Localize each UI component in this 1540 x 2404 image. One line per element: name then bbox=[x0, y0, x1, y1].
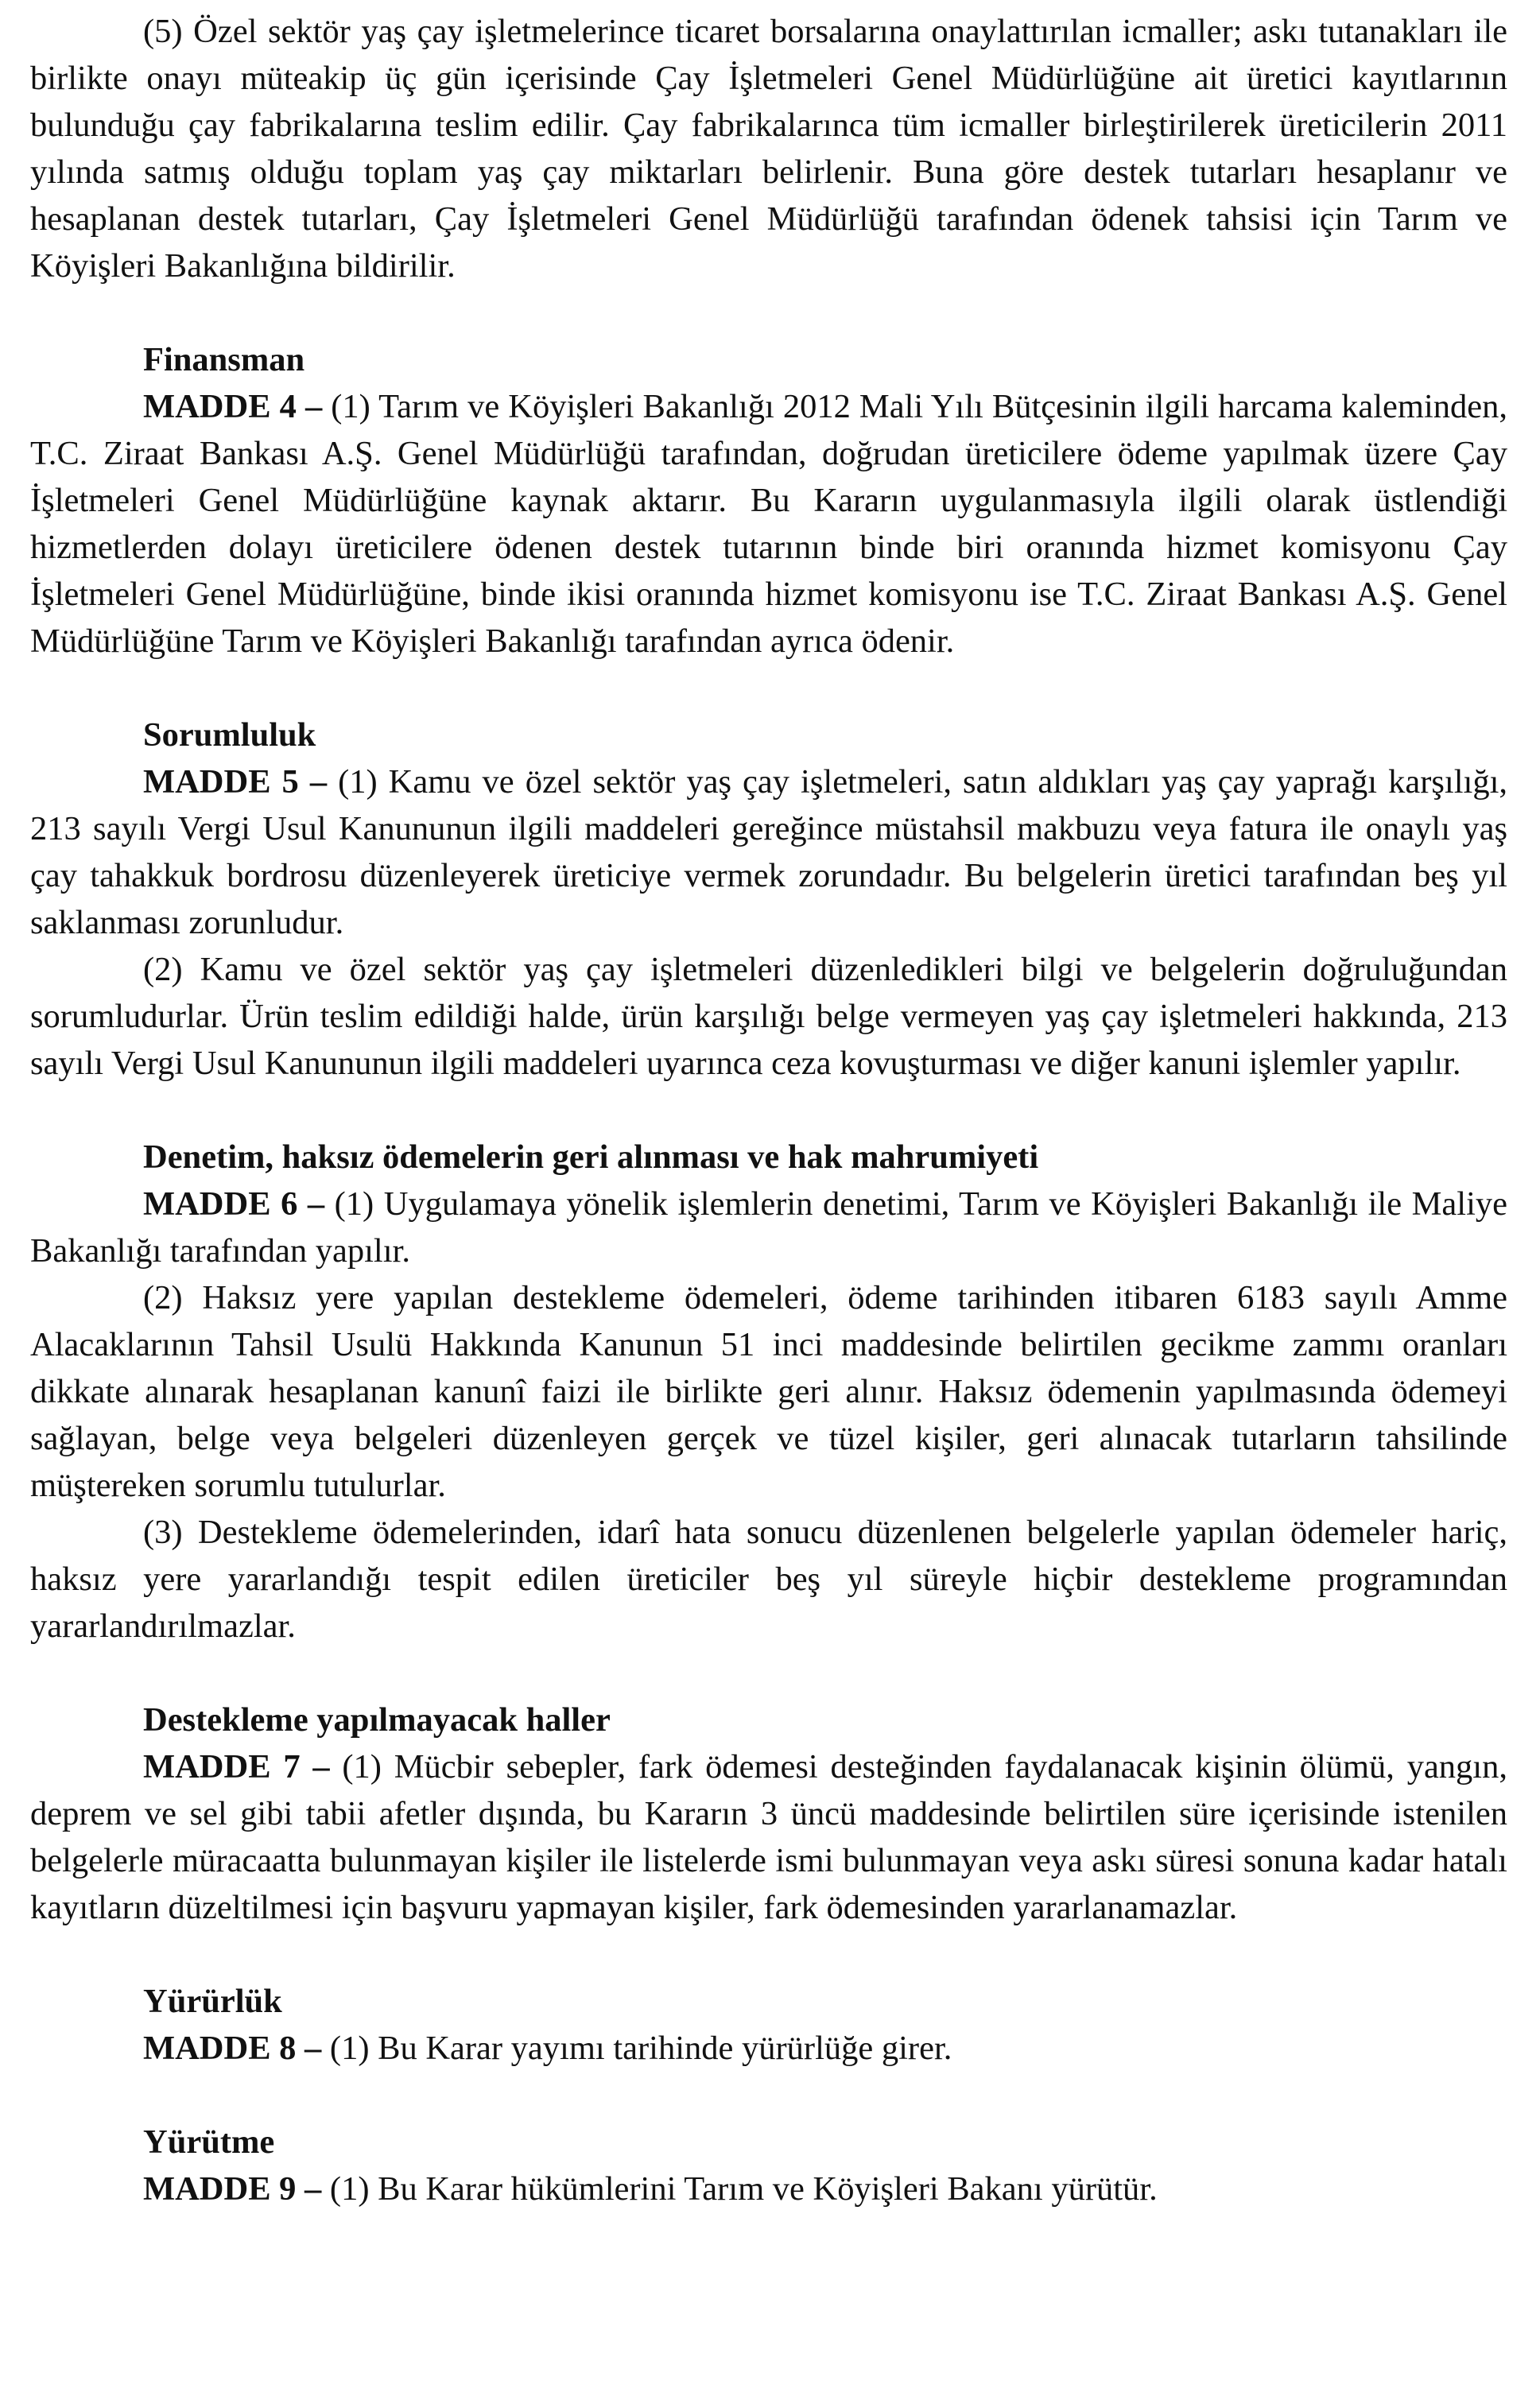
article-9-text-1: (1) Bu Karar hükümlerini Tarım ve Köyişleri Bakanı yürütür. bbox=[329, 2170, 1158, 2208]
article-8-label: MADDE 8 – bbox=[143, 2030, 322, 2067]
paragraph-5: (5) Özel sektör yaş çay işletmelerince ticaret borsalarına onaylattırılan icmaller; askı tutanakları ile birlikte onayı müteakip üç gün içerisinde Çay İşletmeleri Genel Müdürlüğüne ait üretici kayıtlarının bulunduğu çay fabrikalarına teslim edilir. Çay fabrikalarınca tüm icmaller birleştirilerek üreticilerin 2011 yılında satmış olduğu toplam yaş çay miktarları belirlenir. Buna göre destek tutarları hesaplanır ve hesaplanan destek tutarları, Çay İşletmeleri Genel Müdürlüğü tarafından ödenek tahsisi için Tarım ve Köyişleri Bakanlığına bildirilir. bbox=[30, 13, 1507, 285]
article-6-heading: Denetim, haksız ödemelerin geri alınması ve hak mahrumiyeti bbox=[143, 1138, 1039, 1176]
article-4-label: MADDE 4 – bbox=[143, 388, 323, 425]
article-9 bbox=[30, 2119, 1507, 2212]
article-6-paragraph-3: (3) Destekleme ödemelerinden, idarî hata sonucu düzenlenen belgelerle yapılan ödemeler hariç, haksız yere yararlandığı tespit edilen üreticiler beş yıl süreyle hiçbir destekleme programından yararlandırılmazlar. bbox=[30, 1514, 1507, 1645]
article-7-heading: Destekleme yapılmayacak haller bbox=[143, 1701, 611, 1739]
article-7-paragraph-1 bbox=[30, 1743, 1507, 1931]
article-5-text-1: (1) Kamu ve özel sektör yaş çay işletmeleri, satın aldıkları yaş çay yaprağı karşılığı, 213 sayılı Vergi Usul Kanununun ilgili maddeleri gereğince müstahsil makbuzu veya fatura ile onaylı yaş çay tahakkuk bordrosu düzenleyerek üreticiye vermek zorundadır. Bu belgelerin üretici tarafından beş yıl saklanması zorunludur. bbox=[30, 763, 1508, 941]
article-5-heading: Sorumluluk bbox=[143, 716, 316, 754]
article-7 bbox=[30, 1696, 1507, 1931]
article-8-text-1: (1) Bu Karar yayımı tarihinde yürürlüğe girer. bbox=[329, 2030, 952, 2067]
article-4 bbox=[30, 336, 1507, 665]
document-page bbox=[30, 8, 1507, 2212]
article-8-paragraph-1 bbox=[30, 2025, 1507, 2072]
article-6 bbox=[30, 1134, 1507, 1650]
article-5 bbox=[30, 712, 1507, 1087]
article-7-text-1: (1) Mücbir sebepler, fark ödemesi desteğinden faydalanacak kişinin ölümü, yangın, deprem ve sel gibi tabii afetler dışında, bu Kararın 3 üncü maddesinde belirtilen süre içerisinde istenilen belgelerle müracaatta bulunmayan kişiler ile listelerde ismi bulunmayan veya askı süresi sonuna kadar hatalı kayıtların düzeltilmesi için başvuru yapmayan kişiler, fark ödemesinden yararlanamazlar. bbox=[30, 1748, 1507, 1926]
article-5-paragraph-1 bbox=[30, 758, 1507, 946]
article-8 bbox=[30, 1978, 1507, 2072]
article-6-text-1: (1) Uygulamaya yönelik işlemlerin denetimi, Tarım ve Köyişleri Bakanlığı ile Maliye Bakanlığı tarafından yapılır. bbox=[30, 1185, 1507, 1270]
article-4-text-1: (1) Tarım ve Köyişleri Bakanlığı 2012 Mali Yılı Bütçesinin ilgili harcama kaleminden, T.C. Ziraat Bankası A.Ş. Genel Müdürlüğü tarafından, doğrudan üreticilere ödeme yapılmak üzere Çay İşletmeleri Genel Müdürlüğüne kaynak aktarır. Bu Kararın uygulanmasıyla ilgili olarak üstlendiği hizmetlerden dolayı üreticilere ödenen destek tutarının binde biri oranında hizmet komisyonu Çay İşletmeleri Genel Müdürlüğüne, binde ikisi oranında hizmet komisyonu ise T.C. Ziraat Bankası A.Ş. Genel Müdürlüğüne Tarım ve Köyişleri Bakanlığı tarafından ayrıca ödenir. bbox=[30, 388, 1507, 660]
article-9-label: MADDE 9 – bbox=[143, 2170, 322, 2208]
article-6-paragraph-1 bbox=[30, 1181, 1507, 1274]
article-6-paragraph-2: (2) Haksız yere yapılan destekleme ödemeleri, ödeme tarihinden itibaren 6183 sayılı Amme Alacaklarının Tahsil Usulü Hakkında Kanunun 51 inci maddesinde belirtilen gecikme zammı oranları dikkate alınarak hesaplanan kanunî faizi ile birlikte geri alınır. Haksız ödemenin yapılmasında ödemeyi sağlayan, belge veya belgeleri düzenleyen gerçek ve tüzel kişiler, geri alınacak tutarların tahsilinde müştereken sorumlu tutulurlar. bbox=[30, 1279, 1507, 1504]
article-5-label: MADDE 5 – bbox=[143, 763, 328, 801]
article-7-label: MADDE 7 – bbox=[143, 1748, 330, 1786]
article-8-heading: Yürürlük bbox=[143, 1983, 282, 2020]
article-9-heading: Yürütme bbox=[143, 2123, 275, 2161]
article-6-label: MADDE 6 – bbox=[143, 1185, 325, 1223]
article-4-paragraph-1 bbox=[30, 383, 1507, 665]
article-4-heading: Finansman bbox=[143, 341, 305, 378]
article-9-paragraph-1 bbox=[30, 2166, 1507, 2212]
article-5-paragraph-2: (2) Kamu ve özel sektör yaş çay işletmeleri düzenledikleri bilgi ve belgelerin doğruluğundan sorumludurlar. Ürün teslim edildiği halde, ürün karşılığı belge vermeyen yaş çay işletmeleri hakkında, 213 sayılı Vergi Usul Kanununun ilgili maddeleri uyarınca ceza kovuşturması ve diğer kanuni işlemler yapılır. bbox=[30, 951, 1507, 1082]
